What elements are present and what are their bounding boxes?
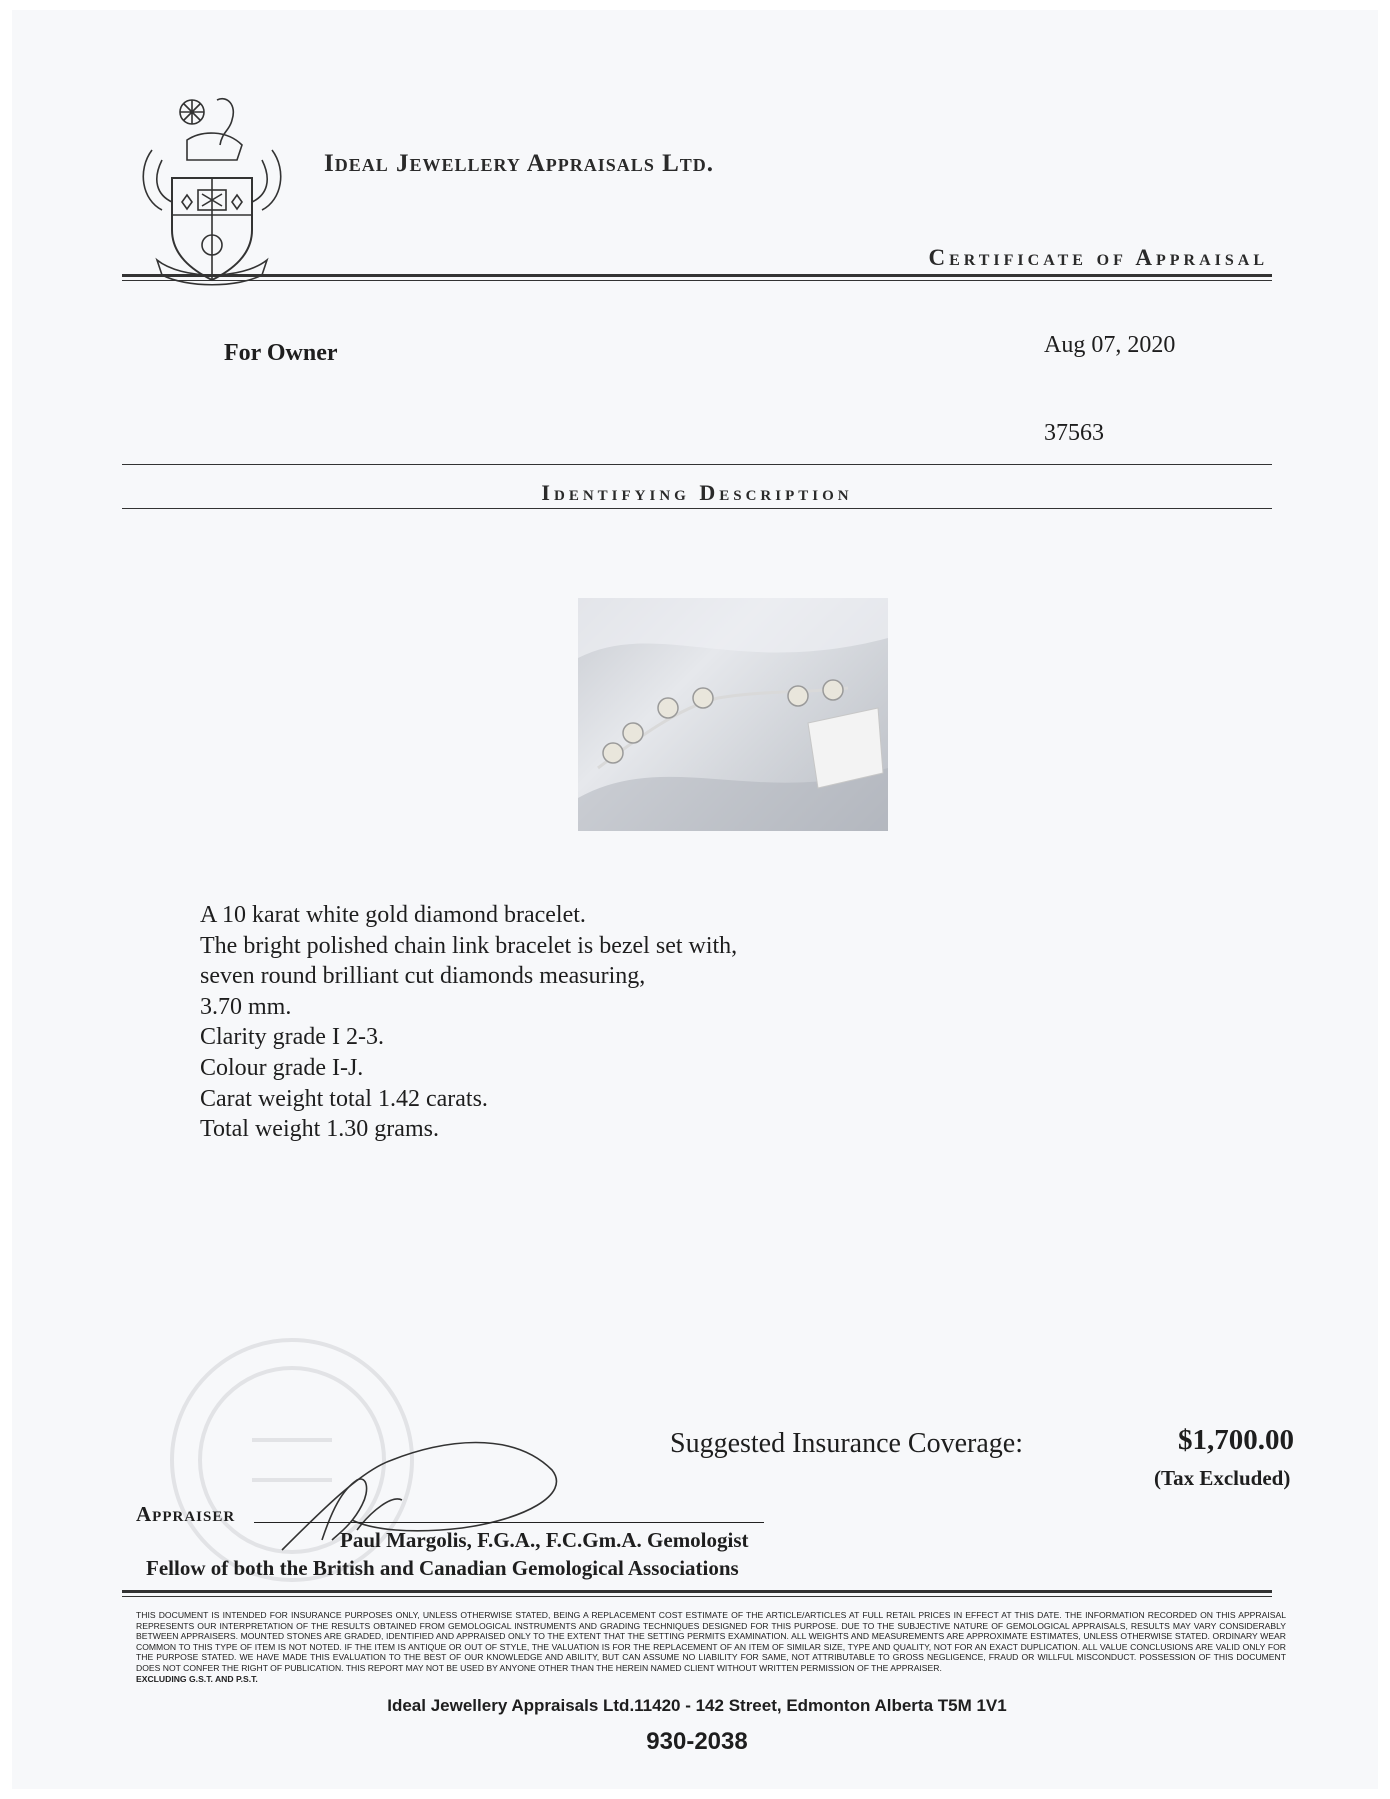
description-line: 3.70 mm. [200, 993, 292, 1020]
coat-of-arms-icon [132, 90, 292, 290]
insurance-label: Suggested Insurance Coverage: [670, 1428, 1023, 1459]
tax-exclusion-line: EXCLUDING G.S.T. AND P.S.T. [136, 1673, 258, 1684]
description-line: Clarity grade I 2-3. [200, 1024, 384, 1051]
description-line: Colour grade I-J. [200, 1054, 364, 1081]
certificate-page [12, 10, 1378, 1789]
owner-label: For Owner [224, 340, 338, 366]
appraiser-label: Appraiser [136, 1502, 236, 1526]
disclaimer-text: THIS DOCUMENT IS INTENDED FOR INSURANCE PURPOSES ONLY, UNLESS OTHERWISE STATED, BEING A REPLACEMENT COST ESTIMATE OF THE ARTICLE/ARTICLES AT FULL RETAIL PRICES IN EFFECT AT THIS DATE. THE INFORMATION RECORDED ON THIS APPRAISAL REPRESENTS OUR INTERPRETATION OF THE RESULTS OBTAINED FROM GEMOLOGICAL INSTRUMENTS AND GRADING TECHNIQUES DESIGNED FOR THIS PURPOSE. DUE TO THE SUBJECTIVE NATURE OF GEMOLOGICAL APPRAISALS, RESULTS MAY VARY CONSIDERABLY BETWEEN APPRAISERS. MOUNTED STONES ARE GRADED, IDENTIFIED AND APPRAISED ONLY TO THE EXTENT THAT THE SETTING PERMITS EXAMINATION. ALL WEIGHTS AND MEASUREMENTS ARE APPROXIMATE ESTIMATES, UNLESS OTHERWISE STATED. ORDINARY WEAR COMMON TO THIS TYPE OF ITEM IS NOT NOTED. IF THE ITEM IS ANTIQUE OR OUT OF STYLE, THE VALUATION IS FOR THE REPLACEMENT OF AN ITEM OF SIMILAR SIZE, TYPE AND QUALITY, NOT FOR AN EXACT DUPLICATION. ALL VALUE CONCLUSIONS ARE VALID ONLY FOR THE PURPOSE STATED. WE HAVE MADE THIS EVALUATION TO THE BEST OF OUR KNOWLEDGE AND ABILITY, BUT CAN ASSUME NO LIABILITY FOR SAME, NOT ATTRIBUTABLE TO GROSS NEGLIGENCE, FRAUD OR WILLFUL MISCONDUCT. POSSESSION OF THIS DOCUMENT DOES NOT CONFER THE RIGHT OF PUBLICATION. THIS REPORT MAY NOT BE USED BY ANYONE OTHER THAN THE HEREIN NAMED CLIENT WITHOUT WRITTEN PERMISSION OF THE APPRAISER. [136, 1610, 1286, 1673]
disclaimer [136, 1610, 1286, 1684]
footer-divider-thin [122, 1596, 1272, 1597]
section-divider-top [122, 464, 1272, 465]
description-line: Total weight 1.30 grams. [200, 1116, 439, 1143]
section-divider-bottom [122, 508, 1272, 509]
appraiser-name: Paul Margolis, F.G.A., F.C.Gm.A. Gemologist [340, 1528, 749, 1552]
certificate-title: Certificate of Appraisal [928, 245, 1268, 270]
footer-divider [122, 1590, 1272, 1593]
description-line: seven round brilliant cut diamonds measuring, [200, 963, 646, 990]
header-divider [122, 274, 1272, 277]
header-divider-thin [122, 280, 1272, 281]
company-phone: 930-2038 [646, 1728, 748, 1755]
appraiser-fellowship: Fellow of both the British and Canadian Gemological Associations [146, 1556, 739, 1580]
company-address: Ideal Jewellery Appraisals Ltd.11420 - 142 Street, Edmonton Alberta T5M 1V1 [387, 1696, 1007, 1715]
appraisal-number: 37563 [1044, 420, 1104, 446]
description-line: Carat weight total 1.42 carats. [200, 1085, 488, 1112]
signature-line [254, 1522, 764, 1523]
bracelet-photo [578, 598, 888, 831]
bracelet-image-icon [578, 598, 888, 831]
appraisal-date: Aug 07, 2020 [1044, 332, 1176, 358]
company-name: Ideal Jewellery Appraisals Ltd. [324, 150, 715, 177]
insurance-value: $1,700.00 [1178, 1424, 1294, 1456]
description-line: A 10 karat white gold diamond bracelet. [200, 902, 586, 928]
item-description [200, 900, 737, 1145]
section-title: Identifying Description [541, 480, 853, 505]
tax-note: (Tax Excluded) [1154, 1466, 1291, 1490]
description-line: The bright polished chain link bracelet is bezel set with, [200, 932, 738, 959]
